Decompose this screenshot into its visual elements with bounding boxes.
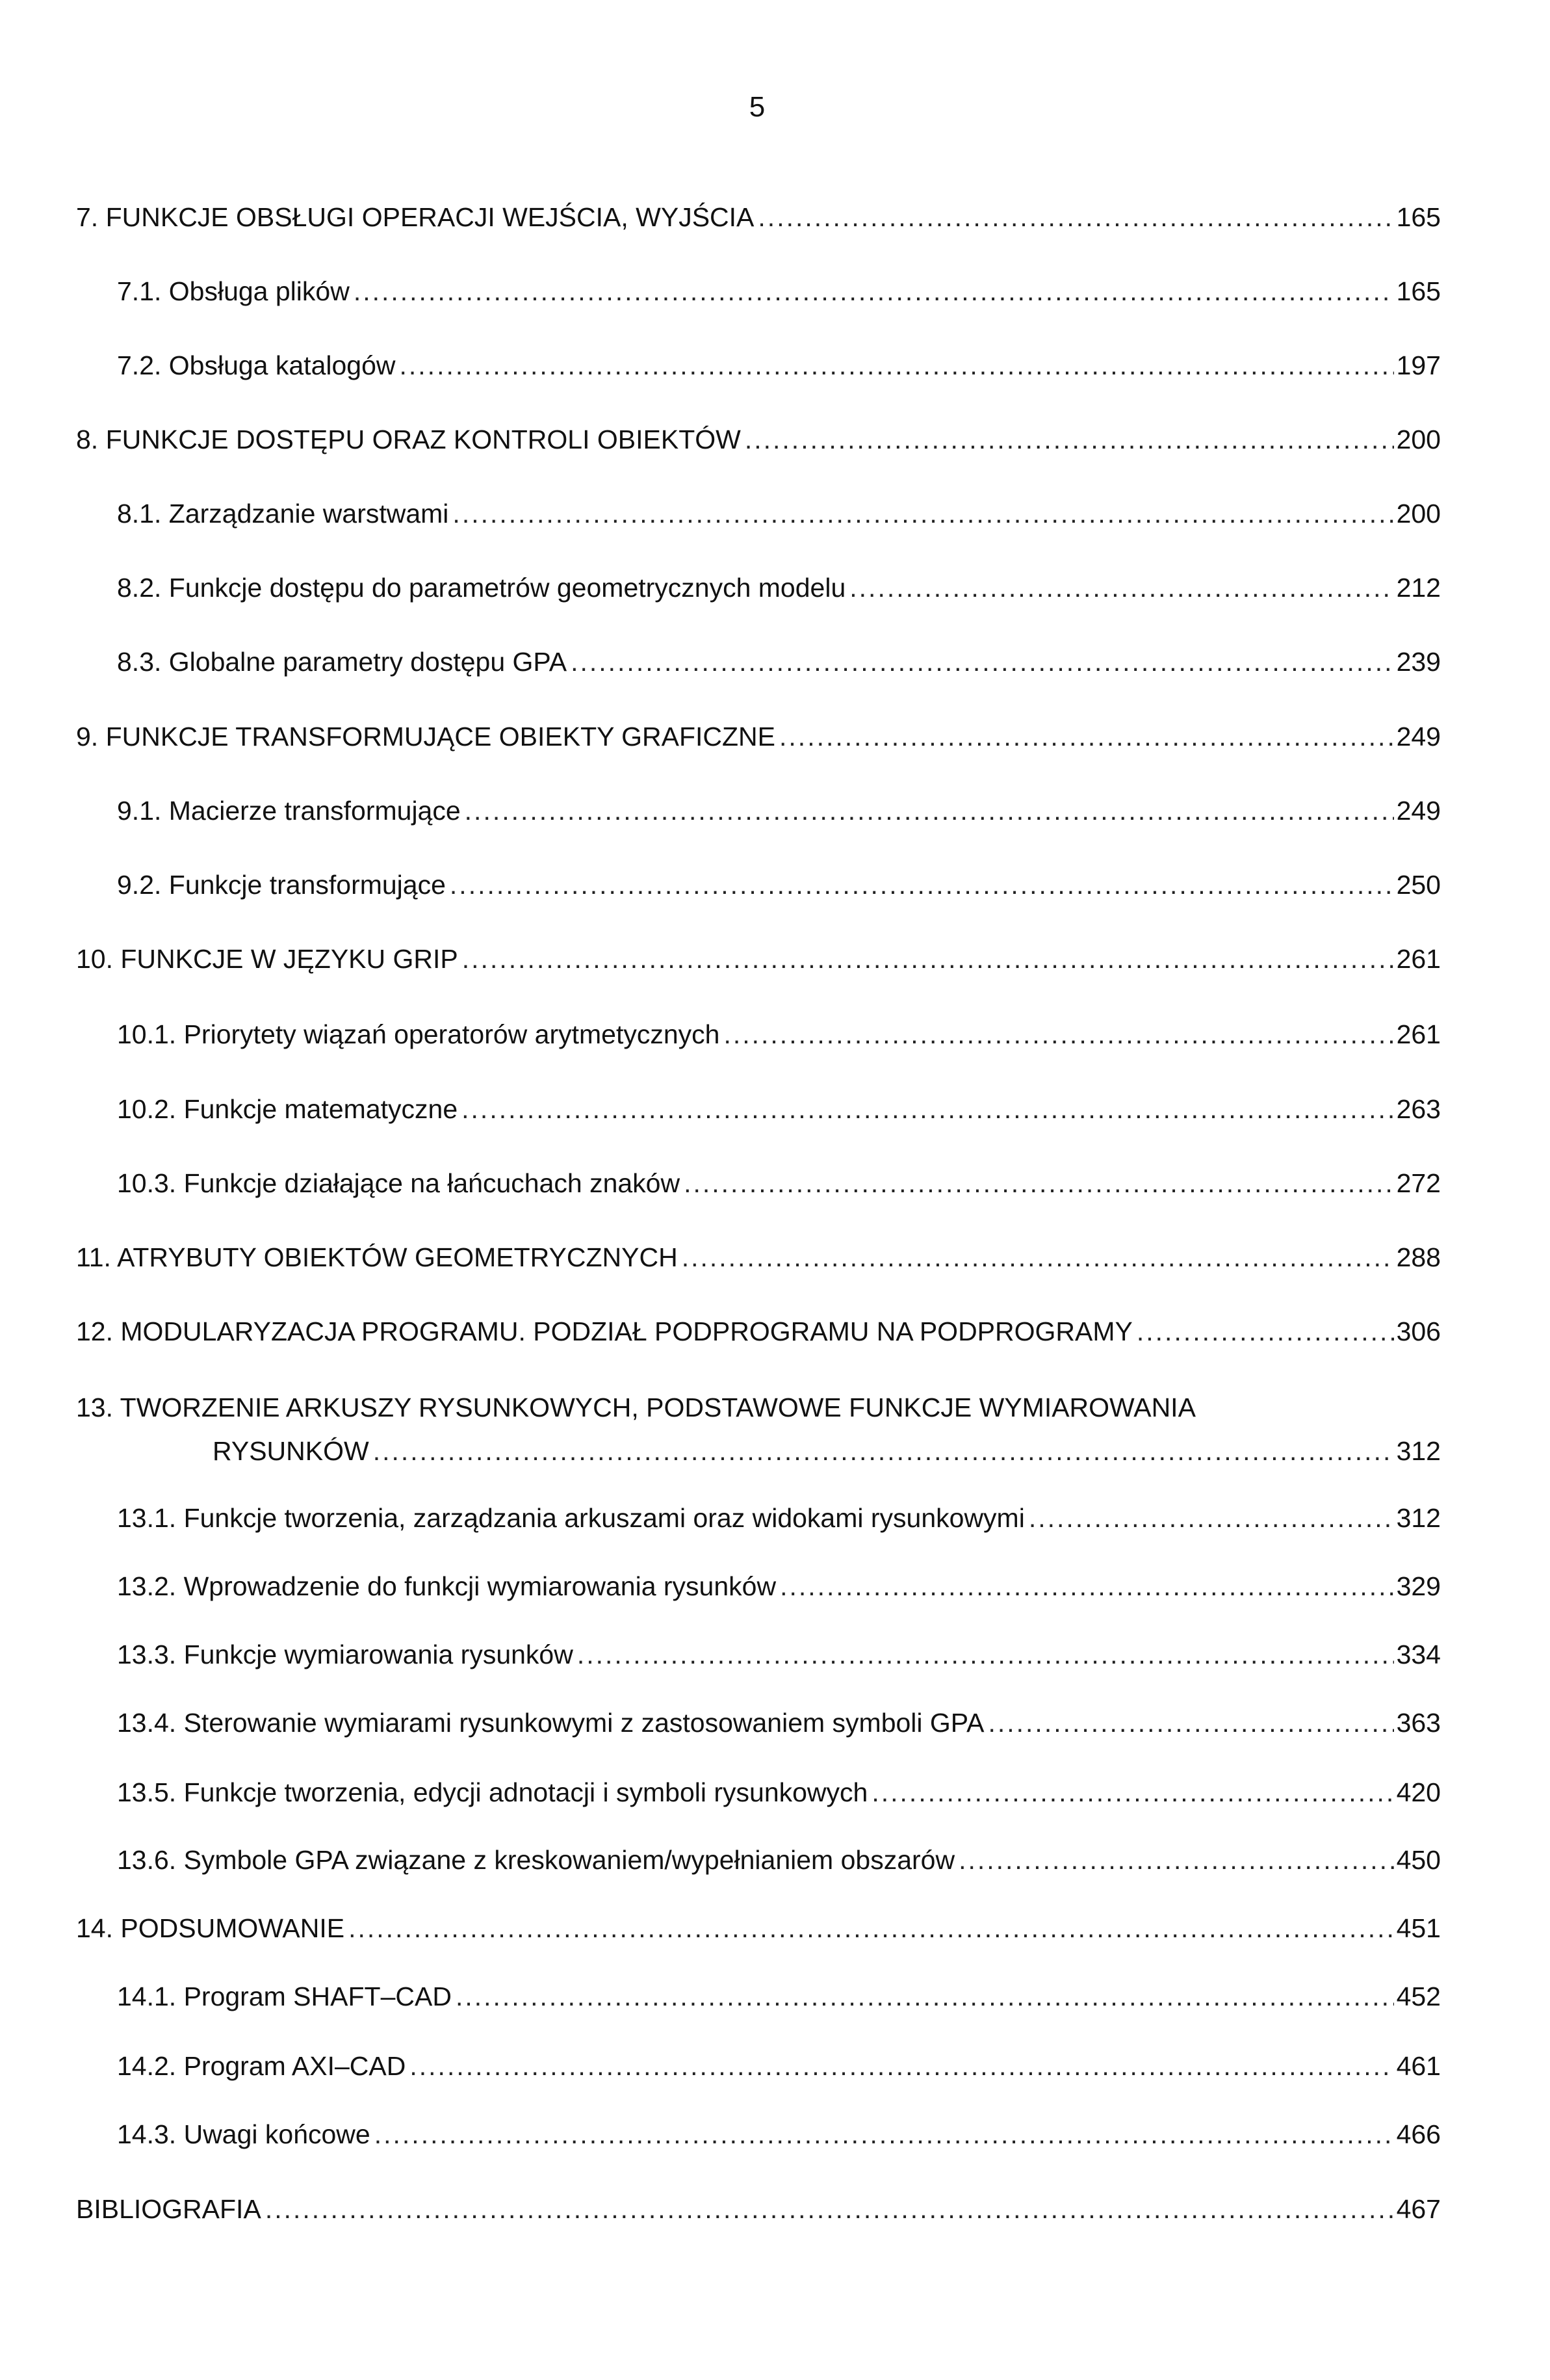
page-number: 5 bbox=[749, 91, 766, 123]
toc-entry-page: 250 bbox=[1396, 870, 1441, 900]
toc-entry-title: 8.1. Zarządzanie warstwami bbox=[117, 499, 449, 529]
toc-entry bbox=[117, 2051, 1441, 2090]
toc-entry bbox=[117, 1845, 1441, 1884]
toc-entry bbox=[76, 1316, 1441, 1355]
toc-entry-page: 288 bbox=[1396, 1242, 1441, 1272]
toc-entry-page: 263 bbox=[1396, 1094, 1441, 1124]
toc-entry-page: 212 bbox=[1396, 573, 1441, 603]
dot-leader bbox=[758, 202, 1393, 233]
toc-entry bbox=[76, 202, 1441, 241]
dot-leader bbox=[780, 1571, 1394, 1602]
toc-entry-page: 239 bbox=[1396, 647, 1441, 677]
dot-leader bbox=[577, 1640, 1394, 1670]
toc-entry-page: 197 bbox=[1396, 350, 1441, 380]
dot-leader bbox=[988, 1708, 1393, 1738]
toc-entry bbox=[117, 1168, 1441, 1207]
toc-entry-title: 13.1. Funkcje tworzenia, zarządzania arkuszami oraz widokami rysunkowymi bbox=[117, 1503, 1025, 1533]
toc-entry bbox=[213, 1436, 1441, 1475]
toc-entry-title: 10. FUNKCJE W JĘZYKU GRIP bbox=[76, 944, 458, 974]
toc-entry-title: 8. FUNKCJE DOSTĘPU ORAZ KONTROLI OBIEKTÓW bbox=[76, 425, 741, 454]
toc-entry bbox=[117, 276, 1441, 315]
toc-entry-title: 9. FUNKCJE TRANSFORMUJĄCE OBIEKTY GRAFICZNE bbox=[76, 722, 776, 752]
dot-leader bbox=[348, 1913, 1393, 1944]
toc-entry-page: 261 bbox=[1396, 944, 1441, 974]
dot-leader bbox=[684, 1168, 1393, 1199]
toc-entry bbox=[117, 1019, 1441, 1058]
dot-leader bbox=[409, 2051, 1393, 2082]
toc-entry bbox=[76, 722, 1441, 761]
toc-entry-page: 466 bbox=[1396, 2119, 1441, 2149]
toc-entry bbox=[117, 1640, 1441, 1679]
toc-entry-title: 10.2. Funkcje matematyczne bbox=[117, 1094, 458, 1124]
toc-entry-page: 461 bbox=[1396, 2051, 1441, 2081]
toc-entry bbox=[117, 1503, 1441, 1542]
dot-leader bbox=[450, 870, 1394, 900]
toc-entry-title: 11. ATRYBUTY OBIEKTÓW GEOMETRYCZNYCH bbox=[76, 1242, 678, 1272]
toc-entry-page: 200 bbox=[1396, 499, 1441, 529]
toc-entry-page: 451 bbox=[1396, 1913, 1441, 1943]
toc-entry-title: 14. PODSUMOWANIE bbox=[76, 1913, 345, 1943]
dot-leader bbox=[354, 276, 1394, 307]
toc-entry-page: 261 bbox=[1396, 1019, 1441, 1049]
toc-entry-page: 312 bbox=[1396, 1436, 1441, 1466]
dot-leader bbox=[265, 2194, 1394, 2225]
dot-leader bbox=[452, 499, 1393, 529]
toc-entry-title: RYSUNKÓW bbox=[213, 1436, 369, 1466]
dot-leader bbox=[373, 1436, 1394, 1467]
toc-entry-title: 10.3. Funkcje działające na łańcuchach znaków bbox=[117, 1168, 680, 1198]
dot-leader bbox=[400, 350, 1394, 381]
toc-entry-page: 334 bbox=[1396, 1640, 1441, 1669]
toc-entry-title: 13.5. Funkcje tworzenia, edycji adnotacji i symboli rysunkowych bbox=[117, 1777, 868, 1807]
toc-entry bbox=[76, 1913, 1441, 1952]
dot-leader bbox=[723, 1019, 1393, 1050]
dot-leader bbox=[461, 1094, 1393, 1125]
toc-entry bbox=[76, 944, 1441, 983]
dot-leader bbox=[849, 573, 1393, 603]
toc-entry-page: 249 bbox=[1396, 722, 1441, 752]
toc-entry-title: 8.2. Funkcje dostępu do parametrów geometrycznych modelu bbox=[117, 573, 846, 603]
toc-entry-page: 249 bbox=[1396, 796, 1441, 826]
dot-leader bbox=[374, 2119, 1394, 2150]
toc-entry-title: 13.6. Symbole GPA związane z kreskowaniem/wypełnianiem obszarów bbox=[117, 1845, 955, 1875]
toc-entry-title: 8.3. Globalne parametry dostępu GPA bbox=[117, 647, 567, 677]
toc-entry bbox=[117, 499, 1441, 538]
toc-entry-page: 165 bbox=[1396, 276, 1441, 306]
toc-entry-title: 7.1. Obsługa plików bbox=[117, 276, 350, 306]
dot-leader bbox=[872, 1777, 1393, 1808]
toc-entry-title: 14.3. Uwagi końcowe bbox=[117, 2119, 370, 2149]
toc-entry-page: 165 bbox=[1396, 202, 1441, 232]
dot-leader bbox=[779, 722, 1394, 752]
toc-entry bbox=[117, 870, 1441, 909]
toc-entry bbox=[117, 1708, 1441, 1747]
toc-entry bbox=[117, 1777, 1441, 1816]
toc-entry-title: 12. MODULARYZACJA PROGRAMU. PODZIAŁ PODPROGRAMU NA PODPROGRAMY bbox=[76, 1316, 1133, 1346]
toc-entry bbox=[117, 573, 1441, 612]
toc-entry-page: 363 bbox=[1396, 1708, 1441, 1738]
toc-entry-title: 13.3. Funkcje wymiarowania rysunków bbox=[117, 1640, 573, 1669]
toc-entry bbox=[76, 1242, 1441, 1281]
dot-leader bbox=[1137, 1316, 1394, 1347]
toc-entry bbox=[117, 796, 1441, 835]
toc-entry-title: 9.2. Funkcje transformujące bbox=[117, 870, 446, 900]
toc-entry-title: 10.1. Priorytety wiązań operatorów arytmetycznych bbox=[117, 1019, 720, 1049]
toc-entry bbox=[76, 2194, 1441, 2233]
dot-leader bbox=[571, 647, 1394, 677]
toc-entry-page: 467 bbox=[1396, 2194, 1441, 2224]
toc-entry bbox=[117, 1094, 1441, 1133]
dot-leader bbox=[462, 944, 1394, 974]
toc-entry-title: 13.4. Sterowanie wymiarami rysunkowymi z zastosowaniem symboli GPA bbox=[117, 1708, 985, 1738]
toc-entry-page: 306 bbox=[1396, 1316, 1441, 1346]
toc-entry-title: 7. FUNKCJE OBSŁUGI OPERACJI WEJŚCIA, WYJŚCIA bbox=[76, 202, 755, 232]
toc-entry bbox=[117, 1981, 1441, 2020]
toc-entry-title: 14.2. Program AXI–CAD bbox=[117, 2051, 406, 2081]
toc-entry bbox=[76, 425, 1441, 464]
toc-entry-page: 420 bbox=[1396, 1777, 1441, 1807]
dot-leader bbox=[682, 1242, 1394, 1273]
dot-leader bbox=[465, 796, 1394, 826]
toc-entry-page: 450 bbox=[1396, 1845, 1441, 1875]
toc-entry-page: 272 bbox=[1396, 1168, 1441, 1198]
toc-entry-page: 452 bbox=[1396, 1981, 1441, 2011]
dot-leader bbox=[456, 1981, 1394, 2012]
dot-leader bbox=[959, 1845, 1394, 1876]
toc-entry-title: 9.1. Macierze transformujące bbox=[117, 796, 461, 826]
toc-entry bbox=[76, 1393, 1441, 1432]
toc-entry bbox=[117, 1571, 1441, 1610]
toc-entry-title: 14.1. Program SHAFT–CAD bbox=[117, 1981, 452, 2011]
dot-leader bbox=[1029, 1503, 1394, 1534]
toc-entry bbox=[117, 647, 1441, 686]
toc-entry bbox=[117, 350, 1441, 389]
toc-entry-page: 312 bbox=[1396, 1503, 1441, 1533]
dot-leader bbox=[745, 425, 1394, 455]
toc-entry-page: 329 bbox=[1396, 1571, 1441, 1601]
toc-entry-title: 13.2. Wprowadzenie do funkcji wymiarowania rysunków bbox=[117, 1571, 777, 1601]
toc-entry-page: 200 bbox=[1396, 425, 1441, 454]
toc-entry-title: 7.2. Obsługa katalogów bbox=[117, 350, 396, 380]
toc-entry-title: BIBLIOGRAFIA bbox=[76, 2194, 261, 2224]
toc-entry bbox=[117, 2119, 1441, 2158]
toc-entry-title: 13. TWORZENIE ARKUSZY RYSUNKOWYCH, PODSTAWOWE FUNKCJE WYMIAROWANIA bbox=[76, 1393, 1196, 1422]
